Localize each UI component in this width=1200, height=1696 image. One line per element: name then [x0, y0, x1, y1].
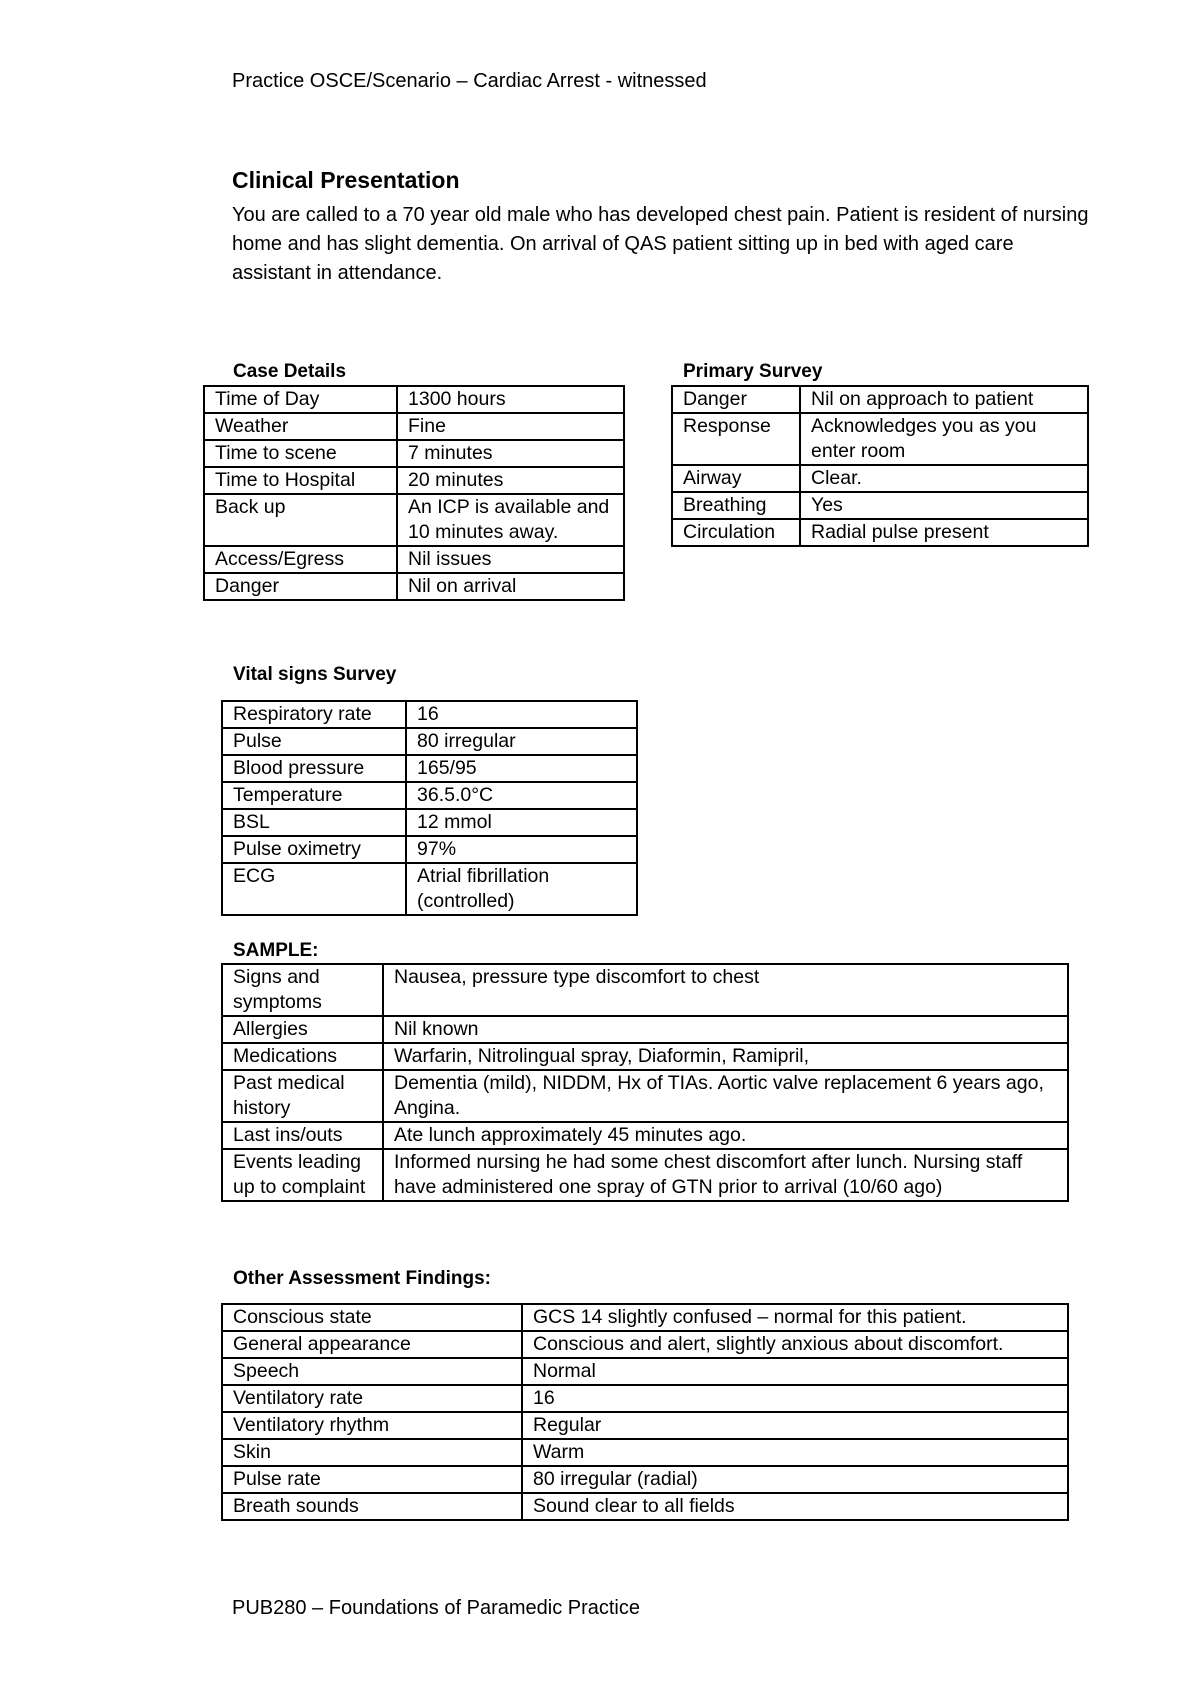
table-cell-value: Normal	[522, 1358, 1068, 1385]
table-cell-label: Speech	[222, 1358, 522, 1385]
table-cell-value: 16	[522, 1385, 1068, 1412]
table-cell-label: Signs and symptoms	[222, 964, 383, 1016]
table-cell-label: ECG	[222, 863, 406, 915]
table-cell-value: 165/95	[406, 755, 637, 782]
table-row	[222, 755, 637, 782]
table-cell-value: Regular	[522, 1412, 1068, 1439]
table-cell-value: 36.5.0°C	[406, 782, 637, 809]
table-row	[222, 1122, 1068, 1149]
table-cell-label: Ventilatory rhythm	[222, 1412, 522, 1439]
table-cell-label: Back up	[204, 494, 397, 546]
case-details-heading: Case Details	[233, 361, 347, 382]
table-row	[222, 1466, 1068, 1493]
table-cell-value: 1300 hours	[397, 386, 624, 413]
table-row	[222, 728, 637, 755]
table-cell-label: Allergies	[222, 1016, 383, 1043]
case-details-table	[203, 385, 625, 601]
table-row	[672, 386, 1088, 413]
table-cell-value: Atrial fibrillation (controlled)	[406, 863, 637, 915]
table-cell-value: Warfarin, Nitrolingual spray, Diaformin, Ramipril,	[383, 1043, 1068, 1070]
table-cell-value: Radial pulse present	[800, 519, 1088, 546]
table-cell-label: Weather	[204, 413, 397, 440]
table-cell-label: Skin	[222, 1439, 522, 1466]
clinical-presentation-heading: Clinical Presentation	[232, 167, 460, 193]
table-row	[222, 836, 637, 863]
table-row	[222, 1412, 1068, 1439]
table-row	[222, 863, 637, 915]
table-cell-value: Warm	[522, 1439, 1068, 1466]
table-cell-value: An ICP is available and 10 minutes away.	[397, 494, 624, 546]
clinical-presentation-text	[232, 201, 1092, 288]
table-row	[222, 809, 637, 836]
primary-survey-table	[671, 385, 1089, 547]
table-row	[204, 494, 624, 546]
table-row	[222, 1439, 1068, 1466]
table-row	[672, 519, 1088, 546]
other-findings-heading: Other Assessment Findings:	[233, 1268, 491, 1289]
table-row	[204, 467, 624, 494]
table-row	[204, 413, 624, 440]
table-cell-value: Acknowledges you as you enter room	[800, 413, 1088, 465]
table-cell-label: Events leading up to complaint	[222, 1149, 383, 1201]
table-cell-value: 80 irregular	[406, 728, 637, 755]
table-cell-value: Nil issues	[397, 546, 624, 573]
table-cell-value: 80 irregular (radial)	[522, 1466, 1068, 1493]
table-cell-label: Medications	[222, 1043, 383, 1070]
table-row	[222, 701, 637, 728]
table-cell-label: BSL	[222, 809, 406, 836]
table-cell-value: Nausea, pressure type discomfort to chest	[383, 964, 1068, 1016]
table-cell-value: Dementia (mild), NIDDM, Hx of TIAs. Aortic valve replacement 6 years ago, Angina.	[383, 1070, 1068, 1122]
other-findings-table	[221, 1303, 1069, 1521]
table-cell-label: Access/Egress	[204, 546, 397, 573]
table-row	[204, 573, 624, 600]
table-row	[222, 1043, 1068, 1070]
table-cell-value: Nil known	[383, 1016, 1068, 1043]
table-cell-label: Airway	[672, 465, 800, 492]
table-cell-value: GCS 14 slightly confused – normal for this patient.	[522, 1304, 1068, 1331]
table-cell-label: Breath sounds	[222, 1493, 522, 1520]
table-cell-value: Nil on approach to patient	[800, 386, 1088, 413]
table-cell-value: 97%	[406, 836, 637, 863]
table-cell-value: Nil on arrival	[397, 573, 624, 600]
table-row	[222, 782, 637, 809]
table-cell-label: Respiratory rate	[222, 701, 406, 728]
table-row	[204, 546, 624, 573]
table-cell-label: General appearance	[222, 1331, 522, 1358]
table-cell-value: 7 minutes	[397, 440, 624, 467]
table-cell-label: Pulse	[222, 728, 406, 755]
table-cell-label: Danger	[204, 573, 397, 600]
table-cell-label: Danger	[672, 386, 800, 413]
table-row	[222, 964, 1068, 1016]
table-cell-value: Sound clear to all fields	[522, 1493, 1068, 1520]
table-row	[222, 1331, 1068, 1358]
table-row	[222, 1304, 1068, 1331]
table-row	[222, 1149, 1068, 1201]
table-row	[222, 1385, 1068, 1412]
vital-signs-heading: Vital signs Survey	[233, 664, 397, 685]
clinical-presentation-paragraph: You are called to a 70 year old male who has developed chest pain. Patient is resident of nursing home and has slight dementia. On arrival of QAS patient sitting up in bed with aged care assistant in attendance.	[232, 204, 1089, 284]
table-cell-value: 20 minutes	[397, 467, 624, 494]
table-cell-label: Last ins/outs	[222, 1122, 383, 1149]
table-cell-label: Ventilatory rate	[222, 1385, 522, 1412]
page-header: Practice OSCE/Scenario – Cardiac Arrest - witnessed	[232, 70, 707, 92]
table-cell-label: Circulation	[672, 519, 800, 546]
table-row	[222, 1493, 1068, 1520]
table-cell-label: Past medical history	[222, 1070, 383, 1122]
table-cell-value: Conscious and alert, slightly anxious about discomfort.	[522, 1331, 1068, 1358]
table-row	[672, 413, 1088, 465]
table-row	[222, 1016, 1068, 1043]
table-row	[222, 1358, 1068, 1385]
sample-heading: SAMPLE:	[233, 940, 319, 961]
table-row	[204, 440, 624, 467]
table-cell-label: Pulse rate	[222, 1466, 522, 1493]
table-cell-value: Yes	[800, 492, 1088, 519]
table-cell-value: 12 mmol	[406, 809, 637, 836]
table-cell-label: Time to scene	[204, 440, 397, 467]
table-row	[672, 492, 1088, 519]
table-cell-value: 16	[406, 701, 637, 728]
table-cell-label: Blood pressure	[222, 755, 406, 782]
table-cell-label: Breathing	[672, 492, 800, 519]
table-cell-value: Ate lunch approximately 45 minutes ago.	[383, 1122, 1068, 1149]
table-cell-label: Time of Day	[204, 386, 397, 413]
primary-survey-heading: Primary Survey	[683, 361, 823, 382]
sample-table	[221, 963, 1069, 1202]
table-cell-value: Clear.	[800, 465, 1088, 492]
table-row	[672, 465, 1088, 492]
table-cell-value: Fine	[397, 413, 624, 440]
table-cell-label: Temperature	[222, 782, 406, 809]
table-cell-label: Pulse oximetry	[222, 836, 406, 863]
vital-signs-table	[221, 700, 638, 916]
table-cell-label: Conscious state	[222, 1304, 522, 1331]
table-row	[204, 386, 624, 413]
table-cell-label: Response	[672, 413, 800, 465]
table-cell-value: Informed nursing he had some chest discomfort after lunch. Nursing staff have administered one spray of GTN prior to arrival (10/60 ago)	[383, 1149, 1068, 1201]
table-cell-label: Time to Hospital	[204, 467, 397, 494]
table-row	[222, 1070, 1068, 1122]
page-footer: PUB280 – Foundations of Paramedic Practice	[232, 1597, 640, 1619]
